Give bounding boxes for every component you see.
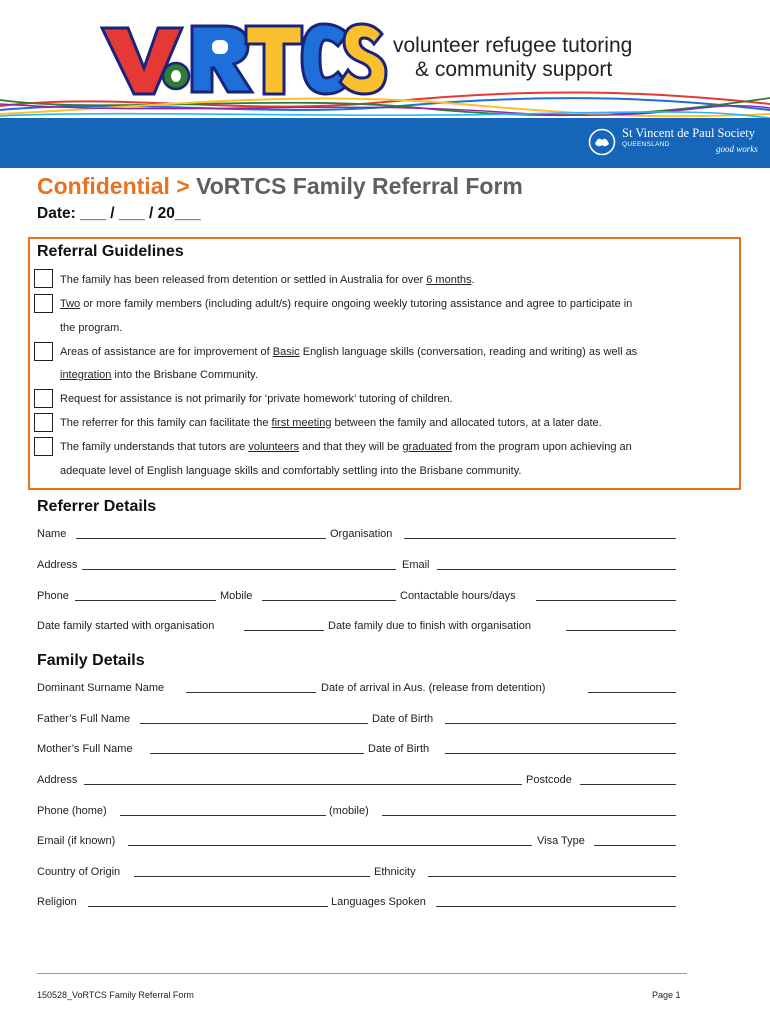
guideline-checkbox-2[interactable] [34, 294, 53, 313]
religion-label: Religion [37, 896, 77, 908]
page-title [37, 173, 523, 200]
partner-region: QUEENSLAND [622, 141, 670, 148]
page-header [0, 0, 770, 168]
country-field[interactable] [134, 876, 370, 877]
referrer-mobile-field[interactable] [262, 600, 396, 601]
ethnicity-field[interactable] [428, 876, 676, 877]
date-started-label: Date family started with organisation [37, 620, 215, 632]
tagline-line-1: volunteer refugee tutoring [393, 34, 633, 57]
referrer-name-label: Name [37, 528, 67, 540]
phone-home-label: Phone (home) [37, 805, 107, 817]
guideline-checkbox-4[interactable] [34, 389, 53, 408]
form-name: VoRTCS Family Referral Form [196, 173, 523, 199]
guideline-text-2: Two or more family members (including adult/s) require ongoing weekly tutoring assistance and agree to participate in [60, 298, 633, 310]
surname-label: Dominant Surname Name [37, 682, 165, 694]
mother-name-field[interactable] [150, 753, 364, 754]
guideline-checkbox-5[interactable] [34, 413, 53, 432]
referrer-address-label: Address [37, 559, 78, 571]
family-address-field[interactable] [84, 784, 522, 785]
guideline-checkbox-3[interactable] [34, 342, 53, 361]
guideline-text-5: The referrer for this family can facilitate the first meeting between the family and allocated tutors, at a later date. [60, 417, 602, 429]
family-email-label: Email (if known) [37, 835, 116, 847]
decorative-wave-lines [0, 88, 770, 122]
date-field[interactable]: Date: ___ / ___ / 20___ [37, 205, 201, 222]
arrival-date-field[interactable] [588, 692, 676, 693]
guideline-text-4: Request for assistance is not primarily for ‘private homework’ tutoring of children. [60, 393, 453, 405]
referrer-email-field[interactable] [437, 569, 676, 570]
mother-dob-field[interactable] [445, 753, 676, 754]
father-dob-label: Date of Birth [372, 713, 434, 725]
guideline-text-1: The family has been released from detention or settled in Australia for over 6 months. [60, 274, 475, 286]
referrer-phone-label: Phone [37, 590, 69, 602]
family-mobile-label: (mobile) [329, 805, 369, 817]
guideline-checkbox-1[interactable] [34, 269, 53, 288]
phone-home-field[interactable] [120, 815, 326, 816]
tagline-line-2: & community support [415, 58, 613, 81]
guideline-text-2-cont: the program. [60, 322, 123, 334]
guideline-text-6: The family understands that tutors are volunteers and that they will be graduated from the program upon achieving an [60, 441, 632, 453]
footer-document-id: 150528_VoRTCS Family Referral Form [37, 990, 194, 1000]
ethnicity-label: Ethnicity [374, 866, 416, 878]
referrer-mobile-label: Mobile [220, 590, 253, 602]
referrer-email-label: Email [402, 559, 430, 571]
partner-name: St Vincent de Paul Society [622, 126, 756, 140]
family-address-label: Address [37, 774, 78, 786]
guideline-text-6-cont: adequate level of English language skills and comfortably settling into the Brisbane community. [60, 465, 522, 477]
referrer-phone-field[interactable] [75, 600, 216, 601]
family-details-heading: Family Details [37, 652, 145, 669]
vortcs-logo [98, 20, 388, 98]
referrer-contact-hours-field[interactable] [536, 600, 676, 601]
father-dob-field[interactable] [445, 723, 676, 724]
referrer-address-field[interactable] [82, 569, 396, 570]
postcode-field[interactable] [580, 784, 676, 785]
languages-field[interactable] [436, 906, 676, 907]
date-finish-label: Date family due to finish with organisation [328, 620, 531, 632]
referral-guidelines-heading: Referral Guidelines [37, 243, 184, 260]
visa-type-label: Visa Type [537, 835, 585, 847]
guideline-text-3: Areas of assistance are for improvement of Basic English language skills (conversation, reading and writing) as well as [60, 346, 638, 358]
country-label: Country of Origin [37, 866, 121, 878]
referrer-organisation-field[interactable] [404, 538, 676, 539]
surname-field[interactable] [186, 692, 316, 693]
postcode-label: Postcode [526, 774, 572, 786]
referrer-contact-hours-label: Contactable hours/days [400, 590, 516, 602]
father-name-field[interactable] [140, 723, 368, 724]
arrival-date-label: Date of arrival in Aus. (release from detention) [321, 682, 546, 694]
svdp-partner-logo [588, 126, 763, 160]
religion-field[interactable] [88, 906, 328, 907]
svdp-emblem-icon [588, 128, 616, 156]
confidential-label: Confidential [37, 173, 170, 199]
footer-divider [37, 973, 687, 974]
footer-page-number: Page 1 [652, 990, 681, 1000]
languages-label: Languages Spoken [331, 896, 426, 908]
guideline-text-3-cont: integration into the Brisbane Community. [60, 369, 258, 381]
visa-type-field[interactable] [594, 845, 676, 846]
referrer-name-field[interactable] [76, 538, 326, 539]
date-started-field[interactable] [244, 630, 324, 631]
family-mobile-field[interactable] [382, 815, 676, 816]
family-email-field[interactable] [128, 845, 532, 846]
title-separator: > [176, 173, 190, 199]
father-name-label: Father’s Full Name [37, 713, 131, 725]
referrer-details-heading: Referrer Details [37, 498, 157, 515]
mother-name-label: Mother’s Full Name [37, 743, 133, 755]
referrer-organisation-label: Organisation [330, 528, 393, 540]
guideline-checkbox-6[interactable] [34, 437, 53, 456]
partner-motto: good works [716, 144, 758, 154]
mother-dob-label: Date of Birth [368, 743, 430, 755]
date-finish-field[interactable] [566, 630, 676, 631]
